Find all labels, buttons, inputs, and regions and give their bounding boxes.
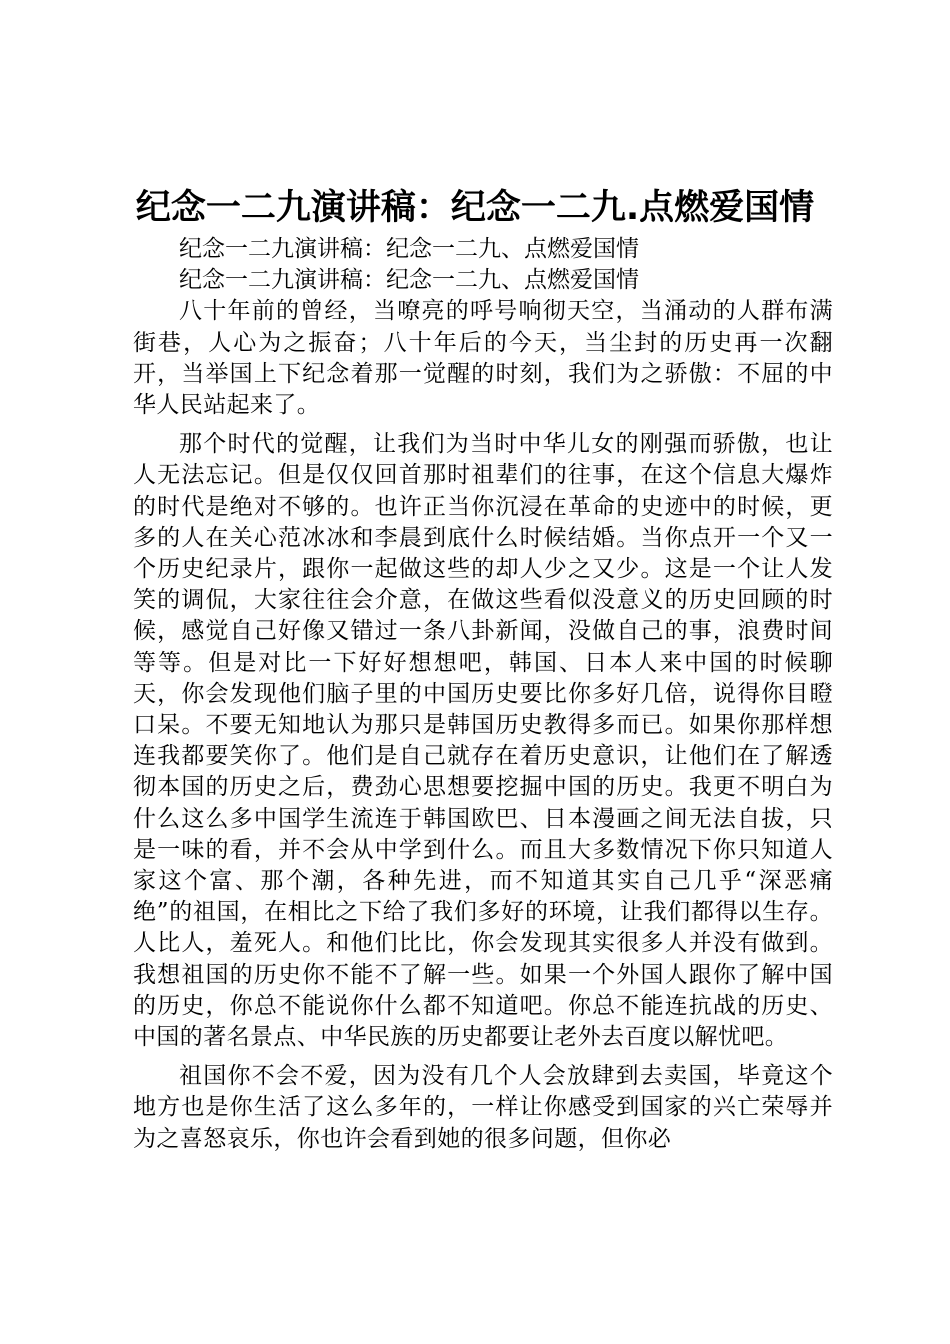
subtitle-line-1: 纪念一二九演讲稿：纪念一二九、点燃爱国情 xyxy=(179,236,639,262)
subtitle-line-2: 纪念一二九演讲稿：纪念一二九、点燃爱国情 xyxy=(179,267,639,294)
paragraph-2: 那个时代的觉醒，让我们为当时中华儿女的刚强而骄傲，也让人无法忘记。但是仅仅回首那时祖辈们的往事，在这个信息大爆炸的时代是绝对不够的。也许正当你沉浸在革命的史迹中的时候，更多的人在关心范冰冰和李晨到底什么时候结婚。当你点开一个又一个历史纪录片，跟你一起做这些的却人少之又少。这是一个让人发笑的调侃，大家往往会介意，在做这些看似没意义的历史回顾的时候，感觉自己好像又错过一条八卦新闻，没做自己的事，浪费时间等等。但是对比一下好好想想吧，韩国、日本人来中国的时候聊天，你会发现他们脑子里的中国历史要比你多好几倍，说得你目瞪口呆。不要无知地认为那只是韩国历史教得多而已。如果你那样想连我都要笑你了。他们是自己就存在着历史意识，让他们在了解透彻本国的历史之后，费劲心思想要挖掘中国的历史。我更不明白为什么这么多中国学生流连于韩国欧巴、日本漫画之间无法自拔，只是一味的看，并不会从中学到什么。而且大多数情况下你只知道人家这个富、那个潮，各种先进，而不知道其实自己几乎“深恶痛绝”的祖国，在相比之下给了我们多好的环境，让我们都得以生存。人比人，羞死人。和他们比比，你会发现其实很多人并没有做到。我想祖国的历史你不能不了解一些。如果一个外国人跟你了解中国的历史，你总不能说你什么都不知道吧。你总不能连抗战的历史、中国的著名景点、中华民族的历史都要让老外去百度以解忧吧。 xyxy=(133,431,833,1051)
document-body xyxy=(133,234,833,1155)
paragraph-3: 祖国你不会不爱，因为没有几个人会放肆到去卖国，毕竟这个地方也是你生活了这么多年的，一样让你感受到国家的兴亡荣辱并为之喜怒哀乐，你也许会看到她的很多问题，但你必 xyxy=(133,1063,833,1152)
document-title: 纪念一二九演讲稿：纪念一二九.点燃爱国情 xyxy=(135,188,815,228)
paragraph-1: 八十年前的曾经，当嘹亮的呼号响彻天空，当涌动的人群布满街巷，人心为之振奋；八十年后的今天，当尘封的历史再一次翻开，当举国上下纪念着那一觉醒的时刻，我们为之骄傲：不屈的中华人民站起来了。 xyxy=(133,298,833,419)
